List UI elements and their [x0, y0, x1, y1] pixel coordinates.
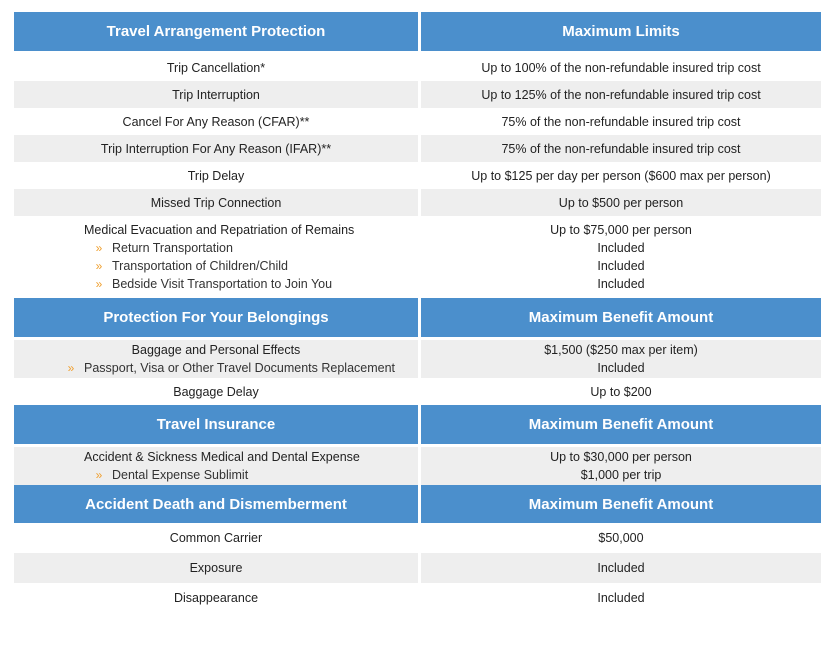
limit-cell: [421, 447, 821, 485]
coverage-label: Disappearance: [173, 591, 259, 605]
section-title: Protection For Your Belongings: [14, 298, 418, 337]
section-header-travel-arrangement-protection: [14, 12, 821, 51]
limit-value: Included: [597, 361, 645, 375]
section-header-travel-insurance: [14, 405, 821, 444]
coverage-cell: [14, 162, 418, 189]
limit-cell: [421, 523, 821, 553]
section-title: Travel Insurance: [14, 405, 418, 444]
limit-value: Up to $75,000 per person: [550, 223, 692, 237]
coverage-cell: [14, 108, 418, 135]
table-row: [14, 135, 821, 162]
column-title: Maximum Limits: [421, 12, 821, 51]
sub-coverage-label: Return Transportation: [112, 241, 233, 255]
coverage-cell: [14, 81, 418, 108]
section-header-accident-death-and-dismemberment: [14, 485, 821, 523]
limit-cell: [421, 81, 821, 108]
double-chevron-right-icon: »: [95, 468, 103, 482]
table-row: [14, 523, 821, 553]
table-row: [14, 216, 821, 298]
limit-cell: [421, 54, 821, 81]
coverage-label: Missed Trip Connection: [150, 195, 282, 210]
table-row: [14, 447, 821, 485]
table-row: [14, 54, 821, 81]
double-chevron-right-icon: »: [95, 259, 103, 273]
limit-value: Included: [597, 561, 645, 575]
limit-value: Included: [597, 241, 645, 255]
table-row: [14, 340, 821, 378]
coverage-cell: [14, 447, 418, 485]
coverage-cell: [14, 553, 418, 583]
limit-value: 75% of the non-refundable insured trip cost: [501, 114, 741, 129]
limit-value: Included: [597, 277, 645, 291]
coverage-label: Cancel For Any Reason (CFAR)**: [122, 114, 310, 129]
limit-cell: [421, 216, 821, 298]
limit-value: $50,000: [598, 531, 644, 545]
sub-coverage-label: Dental Expense Sublimit: [112, 468, 249, 482]
limit-cell: [421, 583, 821, 613]
sub-coverage-item: [14, 466, 418, 484]
benefits-table: [14, 12, 821, 613]
table-row: [14, 553, 821, 583]
coverage-cell: [14, 216, 418, 298]
table-row: [14, 81, 821, 108]
limit-value: $1,500 ($250 max per item): [544, 343, 698, 357]
column-title: Maximum Benefit Amount: [421, 485, 821, 523]
limit-cell: [421, 553, 821, 583]
coverage-label: Exposure: [189, 561, 243, 575]
coverage-label: Trip Interruption: [172, 87, 260, 102]
coverage-cell: [14, 583, 418, 613]
sub-coverage-item: [14, 239, 418, 257]
limit-cell: [421, 378, 821, 405]
limit-value: Included: [597, 259, 645, 273]
table-row: [14, 583, 821, 613]
coverage-label: Trip Delay: [187, 168, 245, 183]
coverage-label: Trip Cancellation*: [166, 60, 266, 75]
table-row: [14, 162, 821, 189]
coverage-cell: [14, 523, 418, 553]
double-chevron-right-icon: »: [67, 361, 75, 375]
coverage-cell: [14, 378, 418, 405]
coverage-label: Common Carrier: [169, 531, 263, 545]
limit-value: Up to $200: [590, 384, 652, 399]
limit-value: Included: [597, 591, 645, 605]
limit-value: Up to $30,000 per person: [550, 450, 692, 464]
limit-cell: [421, 108, 821, 135]
limit-cell: [421, 189, 821, 216]
section-title: Travel Arrangement Protection: [14, 12, 418, 51]
coverage-label: Accident & Sickness Medical and Dental Expense: [84, 450, 360, 464]
table-row: [14, 378, 821, 405]
limit-value: Up to 125% of the non-refundable insured trip cost: [481, 87, 761, 102]
coverage-cell: [14, 189, 418, 216]
coverage-cell: [14, 340, 418, 378]
limit-cell: [421, 162, 821, 189]
column-title: Maximum Benefit Amount: [421, 405, 821, 444]
coverage-cell: [14, 135, 418, 162]
section-header-protection-for-your-belongings: [14, 298, 821, 337]
coverage-label: Baggage and Personal Effects: [131, 343, 301, 357]
limit-cell: [421, 135, 821, 162]
coverage-label: Baggage Delay: [173, 384, 259, 399]
limit-value: $1,000 per trip: [580, 468, 662, 482]
coverage-label: Medical Evacuation and Repatriation of Remains: [84, 223, 355, 237]
sub-coverage-item: [14, 275, 418, 293]
sub-coverage-label: Transportation of Children/Child: [112, 259, 289, 273]
section-title: Accident Death and Dismemberment: [14, 485, 418, 523]
double-chevron-right-icon: »: [95, 277, 103, 291]
column-title: Maximum Benefit Amount: [421, 298, 821, 337]
coverage-label: Trip Interruption For Any Reason (IFAR)**: [100, 141, 332, 156]
table-row: [14, 189, 821, 216]
sub-coverage-item: [14, 257, 418, 275]
limit-value: Up to $500 per person: [558, 195, 684, 210]
limit-value: 75% of the non-refundable insured trip cost: [501, 141, 741, 156]
coverage-cell: [14, 54, 418, 81]
table-row: [14, 108, 821, 135]
limit-value: Up to 100% of the non-refundable insured trip cost: [481, 60, 761, 75]
limit-cell: [421, 340, 821, 378]
limit-value: Up to $125 per day per person ($600 max per person): [471, 168, 771, 183]
sub-coverage-item: [14, 359, 418, 377]
sub-coverage-label: Passport, Visa or Other Travel Documents Replacement: [84, 361, 396, 375]
sub-coverage-label: Bedside Visit Transportation to Join You: [112, 277, 333, 291]
double-chevron-right-icon: »: [95, 241, 103, 255]
